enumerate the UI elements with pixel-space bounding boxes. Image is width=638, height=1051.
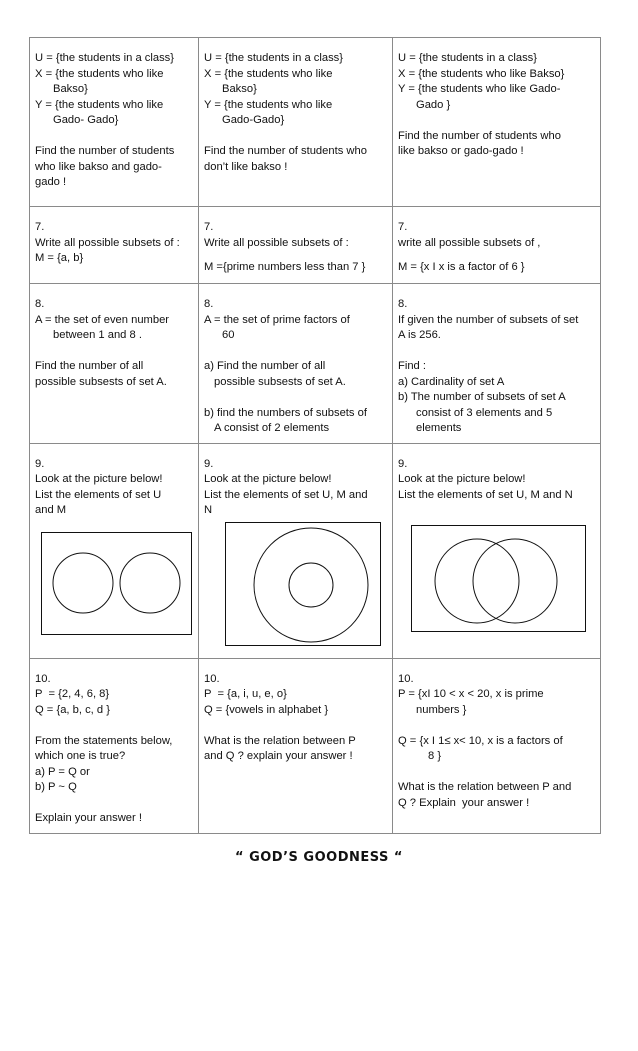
text-line: Y = {the students who like	[204, 98, 333, 111]
text-line: who like bakso and gado-	[35, 160, 162, 173]
text-line: X = {the students who like	[35, 67, 164, 80]
text-line: possible subsests of set A.	[214, 375, 346, 388]
set-circle	[473, 539, 557, 623]
text-line: Look at the picture below!	[398, 473, 526, 485]
text-line: P = {a, i, u, e, o}	[204, 688, 287, 700]
text-line: P = {xI 10 < x < 20, x is prime	[398, 688, 544, 700]
text-line: Write all possible subsets of :	[35, 236, 180, 249]
question-number: 9.	[204, 457, 214, 470]
text-line: What is the relation between P and	[398, 781, 572, 793]
text-line: which one is true?	[35, 750, 126, 762]
venn-diagram-overlapping	[411, 525, 587, 635]
text-line: b) The number of subsets of set A	[398, 391, 566, 403]
text-line: U = {the students in a class}	[35, 52, 174, 64]
text-line: Y = {the students who like	[35, 98, 164, 111]
question-cell	[30, 658, 199, 833]
text-line: From the statements below,	[35, 734, 173, 747]
text-line: and M	[35, 504, 67, 516]
text-line: U = {the students in a class}	[204, 52, 343, 64]
question-number: 7.	[398, 221, 408, 233]
text-line: Bakso}	[53, 83, 88, 95]
text-line: X = {the students who like Bakso}	[398, 67, 565, 80]
text-line: 60	[222, 329, 235, 341]
text-line: numbers }	[416, 703, 467, 716]
question-cell	[393, 658, 601, 833]
question-cell	[199, 207, 393, 284]
universal-set-rect	[412, 526, 586, 632]
question-cell	[199, 443, 393, 658]
text-line: 8 }	[428, 750, 442, 762]
text-line: M ={prime numbers less than 7 }	[204, 261, 366, 273]
table-row	[30, 284, 601, 444]
text-line: List the elements of set U, M and N	[398, 488, 573, 501]
question-cell	[393, 443, 601, 658]
set-circle	[53, 553, 113, 613]
text-line: N	[204, 504, 213, 516]
question-cell	[199, 658, 393, 833]
text-line: Y = {the students who like Gado-	[398, 83, 561, 95]
question-cell	[199, 284, 393, 444]
text-line: Find :	[398, 360, 426, 372]
text-line: consist of 3 elements and 5	[416, 406, 553, 419]
text-line: a) Find the number of all	[204, 360, 326, 372]
set-circle	[435, 539, 519, 623]
question-cell	[30, 38, 199, 207]
question-number: 9.	[35, 457, 45, 470]
question-number: 8.	[398, 298, 408, 310]
question-number: 9.	[398, 457, 408, 470]
text-line: b) find the numbers of subsets of	[204, 406, 367, 419]
text-line: A = the set of prime factors of	[204, 313, 350, 326]
text-line: between 1 and 8 .	[53, 329, 142, 341]
text-line: A is 256.	[398, 329, 441, 341]
text-line: Gado }	[416, 98, 451, 111]
text-line: Gado- Gado}	[53, 114, 119, 126]
text-line: If given the number of subsets of set	[398, 313, 579, 326]
text-line: b) P ~ Q	[35, 781, 77, 793]
text-line: and Q ? explain your answer !	[204, 750, 353, 762]
text-line: Explain your answer !	[35, 812, 142, 824]
text-line: List the elements of set U, M and	[204, 488, 368, 501]
question-number: 8.	[35, 298, 45, 310]
question-cell	[393, 207, 601, 284]
question-number: 10.	[398, 672, 414, 685]
text-line: like bakso or gado-gado !	[398, 145, 524, 157]
question-cell	[199, 38, 393, 207]
question-cell	[393, 38, 601, 207]
venn-diagram-two-disjoint	[41, 532, 194, 640]
text-line: U = {the students in a class}	[398, 52, 537, 64]
text-line: Find the number of all	[35, 360, 144, 372]
set-circle	[120, 553, 180, 613]
question-number: 8.	[204, 298, 214, 310]
universal-set-rect	[226, 522, 381, 645]
text-line: M = {a, b}	[35, 252, 84, 264]
text-line: A = the set of even number	[35, 313, 170, 326]
text-line: M = {x I x is a factor of 6 }	[398, 261, 525, 273]
question-number: 7.	[204, 221, 214, 233]
question-number: 7.	[35, 221, 45, 233]
set-circle-outer	[254, 528, 368, 642]
text-line: A consist of 2 elements	[214, 422, 330, 434]
universal-set-rect	[42, 532, 192, 634]
text-line: X = {the students who like	[204, 67, 333, 80]
footer-motto: “ GOD’S GOODNESS “	[235, 850, 403, 865]
set-circle-inner	[289, 563, 333, 607]
text-line: List the elements of set U	[35, 488, 162, 501]
text-line: Q ? Explain your answer !	[398, 796, 530, 809]
worksheet-table	[29, 37, 601, 834]
text-line: a) Cardinality of set A	[398, 375, 505, 388]
text-line: Write all possible subsets of :	[204, 236, 349, 249]
text-line: Look at the picture below!	[204, 473, 332, 485]
text-line: write all possible subsets of ,	[398, 236, 541, 249]
text-line: Find the number of students	[35, 145, 175, 157]
question-number: 10.	[204, 672, 220, 685]
text-line: What is the relation between P	[204, 734, 356, 747]
text-line: a) P = Q or	[35, 765, 90, 778]
text-line: don’t like bakso !	[204, 160, 288, 173]
table-row	[30, 658, 601, 833]
table-row	[30, 207, 601, 284]
text-line: Look at the picture below!	[35, 473, 163, 485]
table-row	[30, 443, 601, 658]
question-cell	[30, 207, 199, 284]
question-cell	[30, 284, 199, 444]
text-line: Gado-Gado}	[222, 114, 285, 126]
text-line: Find the number of students who	[204, 145, 367, 157]
question-cell	[393, 284, 601, 444]
text-line: P = {2, 4, 6, 8}	[35, 688, 110, 700]
text-line: elements	[416, 422, 462, 434]
text-line: Q = {vowels in alphabet }	[204, 703, 329, 716]
text-line: possible subsests of set A.	[35, 375, 167, 388]
venn-diagram-subset	[225, 522, 385, 652]
text-line: Find the number of students who	[398, 129, 561, 142]
question-cell	[30, 443, 199, 658]
text-line: Q = {x I 1≤ x< 10, x is a factors of	[398, 734, 563, 747]
table-row	[30, 38, 601, 207]
text-line: Bakso}	[222, 83, 257, 95]
question-number: 10.	[35, 672, 51, 685]
text-line: gado !	[35, 176, 67, 188]
text-line: Q = {a, b, c, d }	[35, 703, 110, 716]
